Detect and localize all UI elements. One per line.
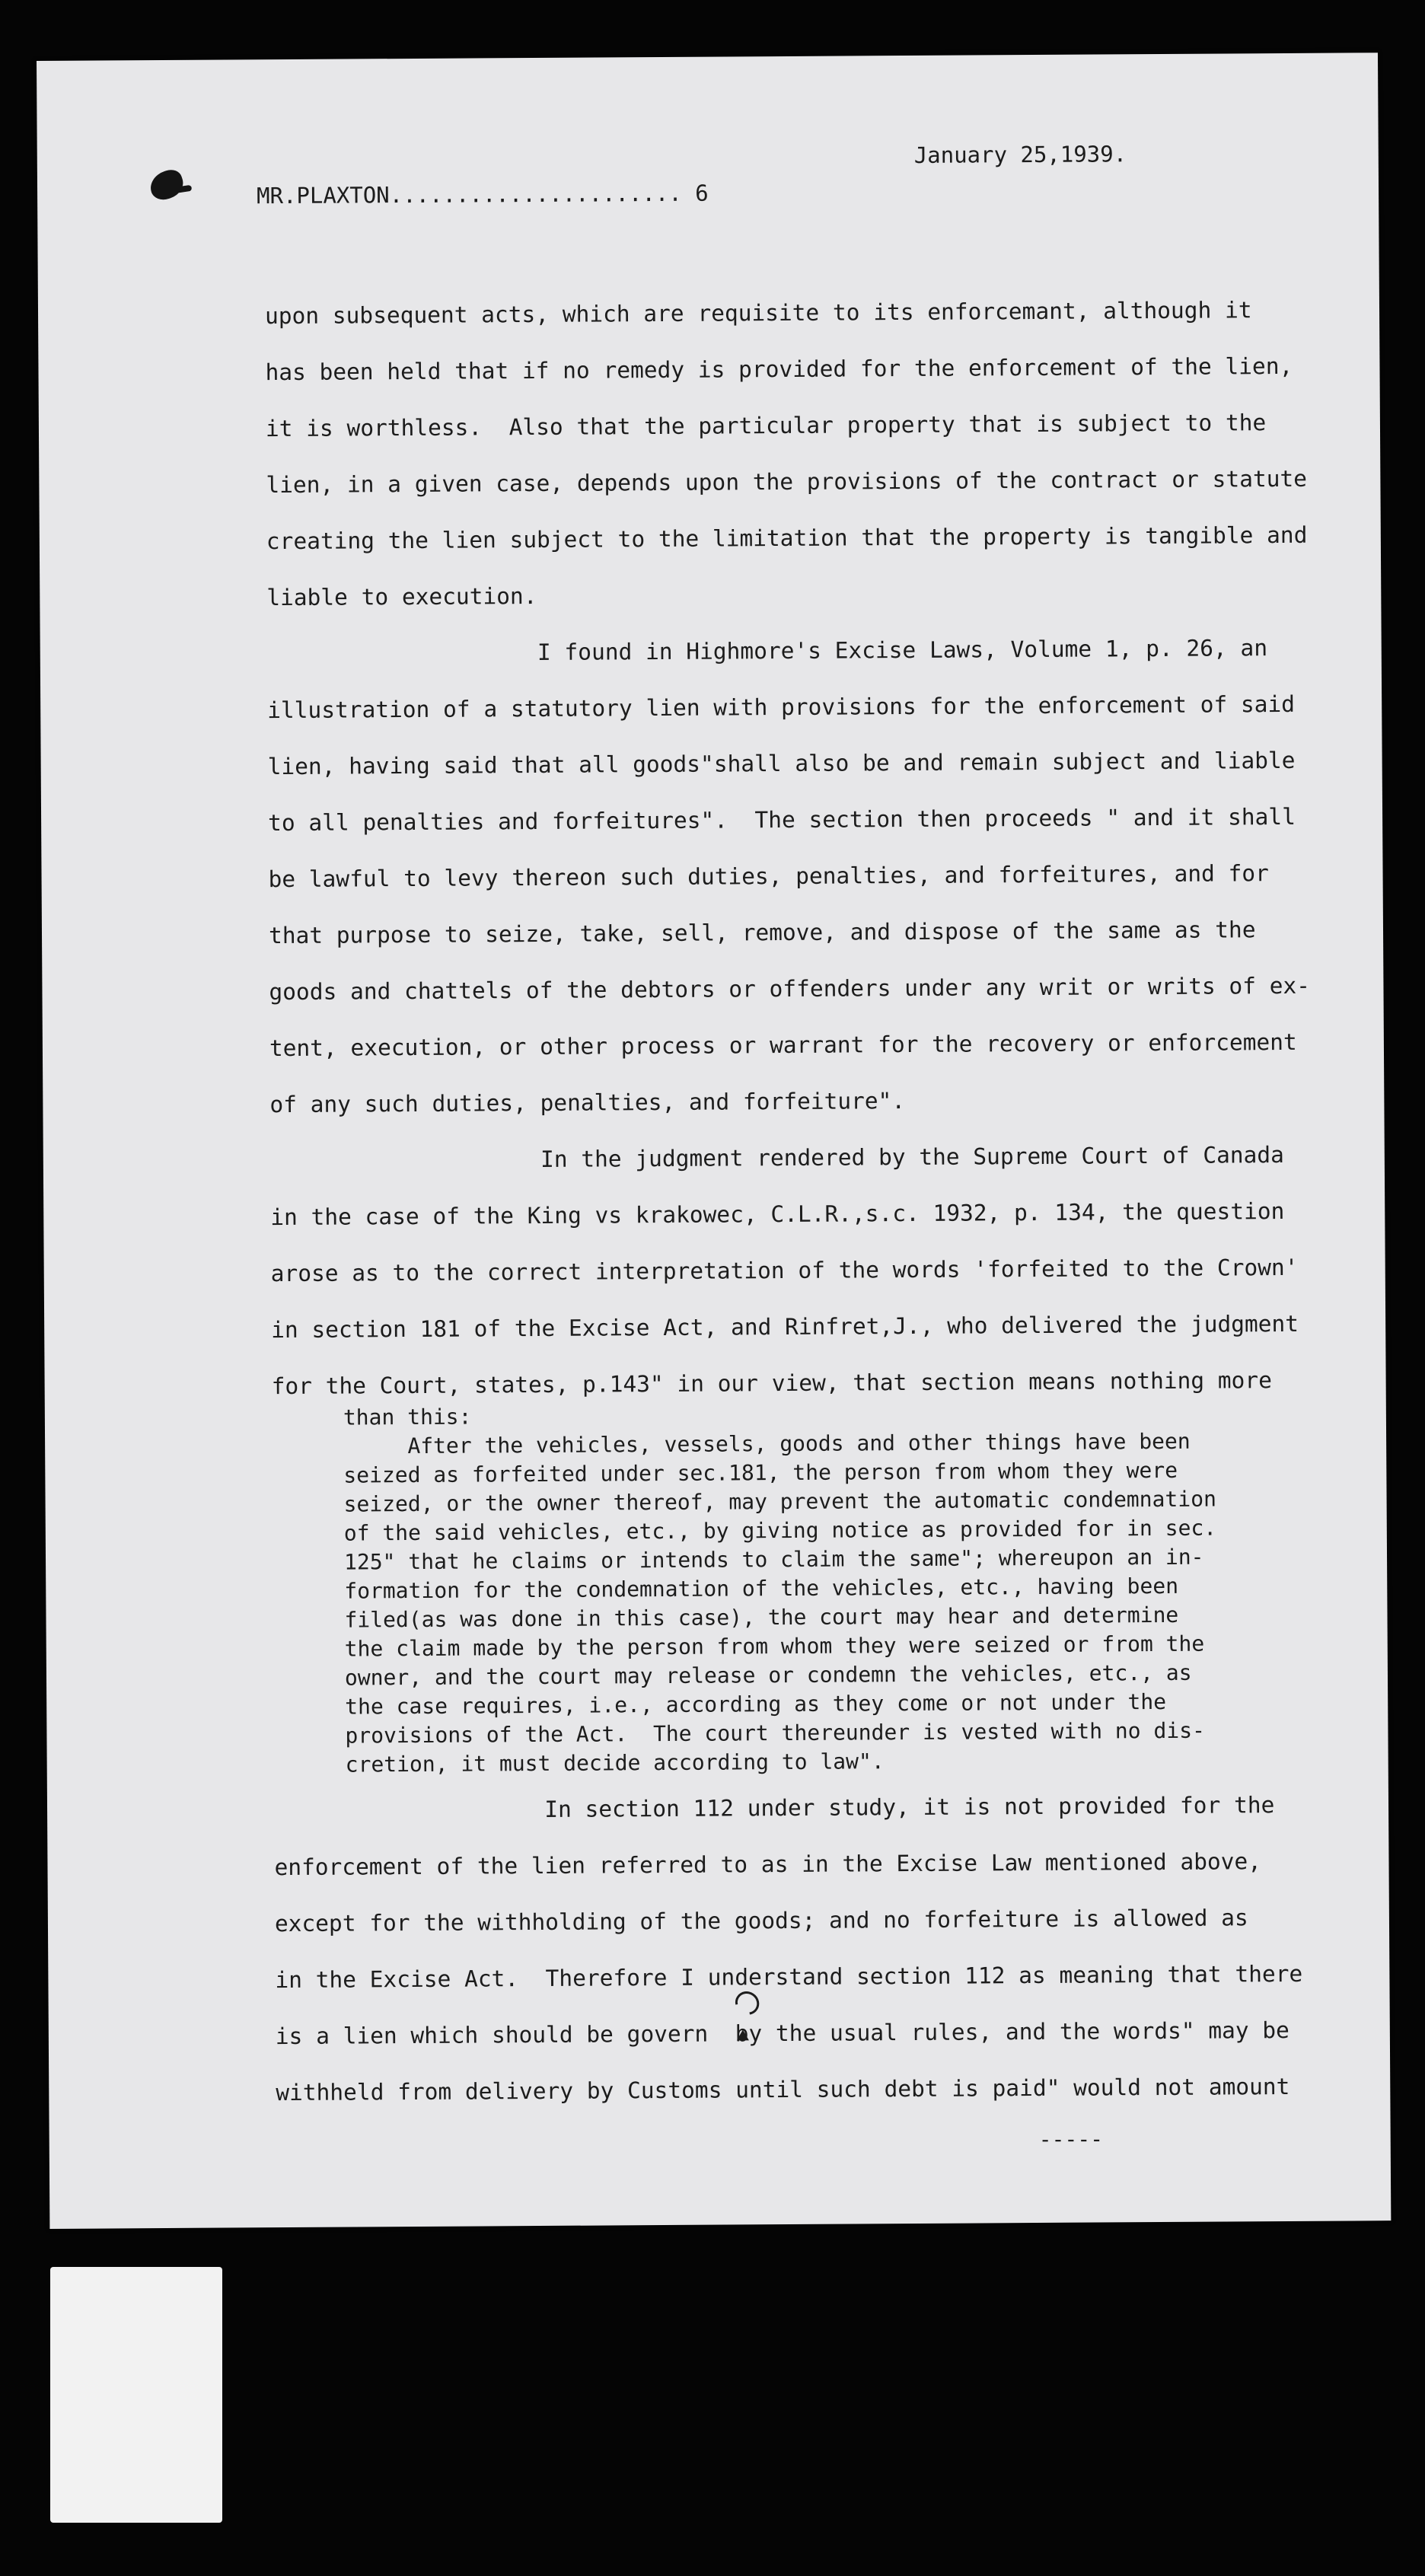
quote-line: After the vehicles, vessels, goods and other things have been bbox=[343, 1428, 1191, 1459]
quote-line: the claim made by the person from whom they were seized or from the bbox=[344, 1631, 1205, 1662]
quote-line: than this: bbox=[343, 1404, 472, 1430]
body-line: illustration of a statutory lien with provisions for the enforcement of said bbox=[267, 690, 1296, 724]
body-line: tent, execution, or other process or warrant for the recovery or enforcement bbox=[269, 1028, 1297, 1062]
body-line: in the Excise Act. Therefore I understand section 112 as meaning that there bbox=[275, 1960, 1303, 1994]
quote-line: owner, and the court may release or condemn the vehicles, etc., as bbox=[344, 1659, 1192, 1691]
body-line: creating the lien subject to the limitation that the property is tangible and bbox=[266, 521, 1308, 555]
body-line: In the judgment rendered by the Supreme Court of Canada bbox=[269, 1142, 1284, 1175]
page-header-addressee: MR.PLAXTON...................... 6 bbox=[256, 180, 709, 209]
handwritten-correction-mark bbox=[731, 1987, 764, 2020]
typewritten-page bbox=[37, 53, 1391, 2229]
body-line: that purpose to seize, take, sell, remove, and dispose of the same as the bbox=[268, 917, 1256, 949]
body-line: in section 181 of the Excise Act, and Rinfret,J., who delivered the judgment bbox=[271, 1310, 1299, 1344]
body-line: I found in Highmore's Excise Laws, Volume 1, p. 26, an bbox=[266, 635, 1268, 668]
body-line: for the Court, states, p.143" in our view, that section means nothing more bbox=[271, 1367, 1273, 1400]
quote-line: provisions of the Act. The court thereunder is vested with no dis- bbox=[345, 1717, 1205, 1749]
body-line: liable to execution. bbox=[266, 582, 537, 611]
continuation-dashes: ----- bbox=[1038, 2126, 1104, 2153]
letter-date: January 25,1939. bbox=[913, 141, 1127, 168]
body-line: be lawful to levy thereon such duties, penalties, and forfeitures, and for bbox=[268, 860, 1269, 893]
body-line: it is worthless. Also that the particular property that is subject to the bbox=[265, 410, 1267, 442]
insertion-caret-mark bbox=[737, 2029, 749, 2040]
quote-line: of the said vehicles, etc., by giving notice as provided for in sec. bbox=[343, 1515, 1217, 1546]
body-line: is a lien which should be govern by the usual rules, and the words" may be bbox=[275, 2016, 1290, 2050]
body-line: enforcement of the lien referred to as in the Excise Law mentioned above, bbox=[274, 1848, 1262, 1881]
quote-line: filed(as was done in this case), the court may hear and determine bbox=[344, 1602, 1179, 1633]
blank-card-tab bbox=[50, 2267, 222, 2523]
quote-line: the case requires, i.e., according as they come or not under the bbox=[345, 1688, 1167, 1720]
body-line: lien, having said that all goods"shall also be and remain subject and liable bbox=[267, 747, 1296, 780]
body-line: of any such duties, penalties, and forfeiture". bbox=[269, 1088, 906, 1118]
body-line: In section 112 under study, it is not provided for the bbox=[273, 1792, 1275, 1825]
body-line: except for the withholding of the goods; and no forfeiture is allowed as bbox=[274, 1905, 1248, 1937]
quote-line: seized, or the owner thereof, may prevent the automatic condemnation bbox=[343, 1486, 1216, 1517]
ink-blot-mark bbox=[146, 167, 186, 203]
body-line: in the case of the King vs krakowec, C.L.R.,s.c. 1932, p. 134, the question bbox=[270, 1198, 1285, 1231]
body-line: to all penalties and forfeitures". The section then proceeds " and it shall bbox=[268, 803, 1296, 837]
body-line: has been held that if no remedy is provided for the enforcement of the lien, bbox=[265, 352, 1293, 386]
body-line: withheld from delivery by Customs until such debt is paid" would not amount bbox=[276, 2073, 1290, 2106]
body-line: upon subsequent acts, which are requisite to its enforcemant, although it bbox=[264, 297, 1252, 330]
body-line: arose as to the correct interpretation of the words 'forfeited to the Crown' bbox=[270, 1254, 1299, 1287]
quote-line: cretion, it must decide according to law". bbox=[345, 1749, 885, 1777]
quote-line: formation for the condemnation of the vehicles, etc., having been bbox=[344, 1573, 1179, 1604]
body-line: lien, in a given case, depends upon the provisions of the contract or statute bbox=[266, 465, 1308, 499]
quote-line: seized as forfeited under sec.181, the person from whom they were bbox=[343, 1457, 1178, 1488]
quote-line: 125" that he claims or intends to claim the same"; whereupon an in- bbox=[343, 1544, 1204, 1575]
body-line: goods and chattels of the debtors or offenders under any writ or writs of ex- bbox=[269, 972, 1311, 1006]
